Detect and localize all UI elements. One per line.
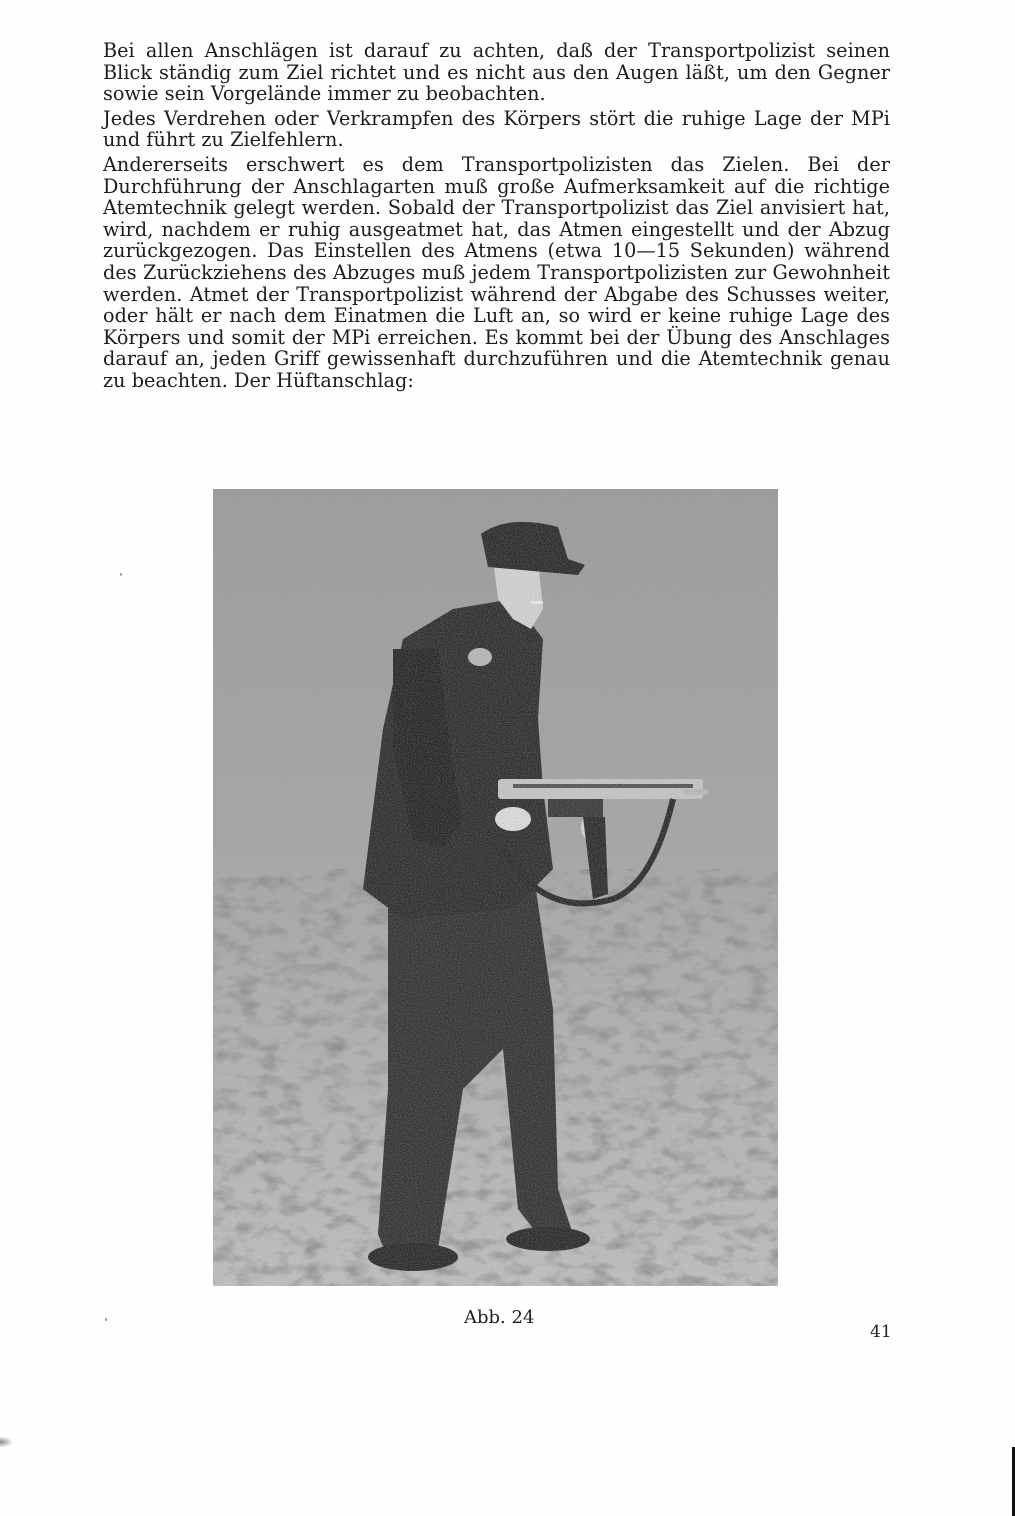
photo-illustration <box>213 489 778 1286</box>
paragraph-1: Bei allen Anschlägen ist darauf zu achten, daß der Transportpolizist seinen Blick ständig zum Ziel richtet und es nicht aus den Augen läßt, um den Gegner sowie sein Vorgelände immer zu beobachten. <box>103 39 890 106</box>
figure-caption: Abb. 24 <box>464 1307 535 1328</box>
paragraph-3: Andererseits erschwert es dem Transportpolizisten das Zielen. Bei der Durchführung der Anschlagarten muß große Aufmerksamkeit auf die richtige Atemtechnik gelegt werden. Sobald der Transportpolizist das Ziel anvisiert hat, wird, nachdem er ruhig ausgeatmet hat, das Atmen eingestellt und der Abzug zurückgezogen. Das Einstellen des Atmens (etwa 10—15 Sekunden) während des Zurückziehens des Abzuges muß jedem Transportpolizisten zur Gewohnheit werden. Atmet der Transportpolizist während der Abgabe des Schusses weiter, oder hält er nach dem Einatmen die Luft an, so wird er keine ruhige Lage des Körpers und somit der MPi erreichen. Es kommt bei der Übung des Anschlages darauf an, jeden Griff gewissenhaft durchzuführen und die Atemtechnik genau zu beachten. Der Hüftanschlag: <box>103 152 890 392</box>
body-text <box>103 40 890 395</box>
photo-grain <box>213 489 778 1286</box>
scan-smudge <box>0 1437 12 1447</box>
page-number: 41 <box>870 1322 892 1342</box>
paragraph-2: Jedes Verdrehen oder Verkrampfen des Körpers stört die ruhige Lage der MPi und führt zu Zielfehlern. <box>103 106 890 152</box>
figure-photo-hip-firing-stance <box>213 489 778 1286</box>
scan-speck <box>105 1318 107 1321</box>
scan-speck <box>120 573 122 576</box>
